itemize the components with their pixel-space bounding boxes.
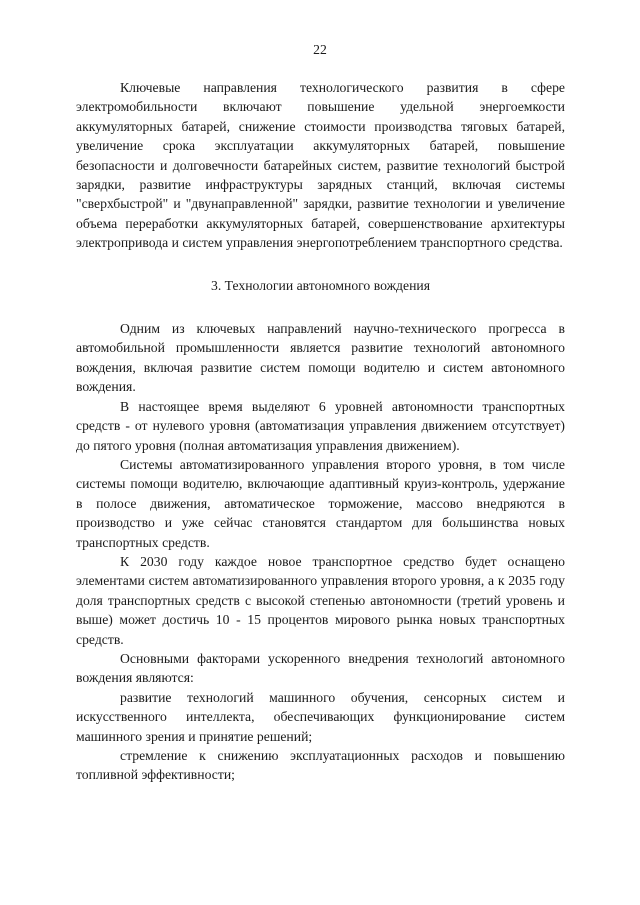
page-content [76, 78, 565, 785]
page-number: 22 [313, 42, 327, 57]
list-item-cost-reduction: стремление к снижению эксплуатационных расходов и повышению топливной эффективности; [76, 748, 565, 783]
paragraph-autonomy-levels: В настоящее время выделяют 6 уровней автономности транспортных средств - от нулевого уровня (автоматизация управления движением отсутствует) до пятого уровня (полная автоматизация управления движением). [76, 398, 565, 453]
paragraph-factors-intro: Основными факторами ускоренного внедрения технологий автономного вождения являются: [76, 650, 565, 686]
section-heading: 3. Технологии автономного вождения [210, 277, 431, 293]
paragraph-ev-directions: Ключевые направления технологического развития в сфере электромобильности включают повышение удельной энергоемкости аккумуляторных батарей, снижение стоимости производства тяговых батарей, увеличение срока эксплуатации аккумуляторных батарей, повышение безопасности и долговечности батарейных систем, развитие технологий быстрой зарядки, развитие инфраструктуры зарядных станций, включая системы "сверхбыстрой" и "двунаправленной" зарядки, развитие технологии и увеличение объема переработки аккумуляторных батарей, совершенствование архитектуры электропривода и систем управления энергопотреблением транспортного средства. [76, 80, 565, 251]
paragraph-autonomous-intro: Одним из ключевых направлений научно-технического прогресса в автомобильной промышленности является развитие технологий автономного вождения, включая развитие систем помощи водителю и систем автономного вождения. [76, 321, 565, 395]
paragraph-forecast: К 2030 году каждое новое транспортное средство будет оснащено элементами систем автоматизированного управления второго уровня, а к 2035 году доля транспортных средств с высокой степенью автономности (третий уровень и выше) может достичь 10 - 15 процентов мирового рынка новых транспортных средств. [76, 553, 565, 647]
paragraph-level-two-systems: Системы автоматизированного управления второго уровня, в том числе системы помощи водителю, включающие адаптивный круиз-контроль, удержание в полосе движения, автоматическое торможение, массово внедряются в производство и уже сейчас становятся стандартом для большинства новых транспортных средств. [76, 456, 565, 550]
list-item-machine-learning: развитие технологий машинного обучения, сенсорных систем и искусственного интеллекта, обеспечивающих функционирование систем машинного зрения и принятие решений; [76, 689, 565, 744]
